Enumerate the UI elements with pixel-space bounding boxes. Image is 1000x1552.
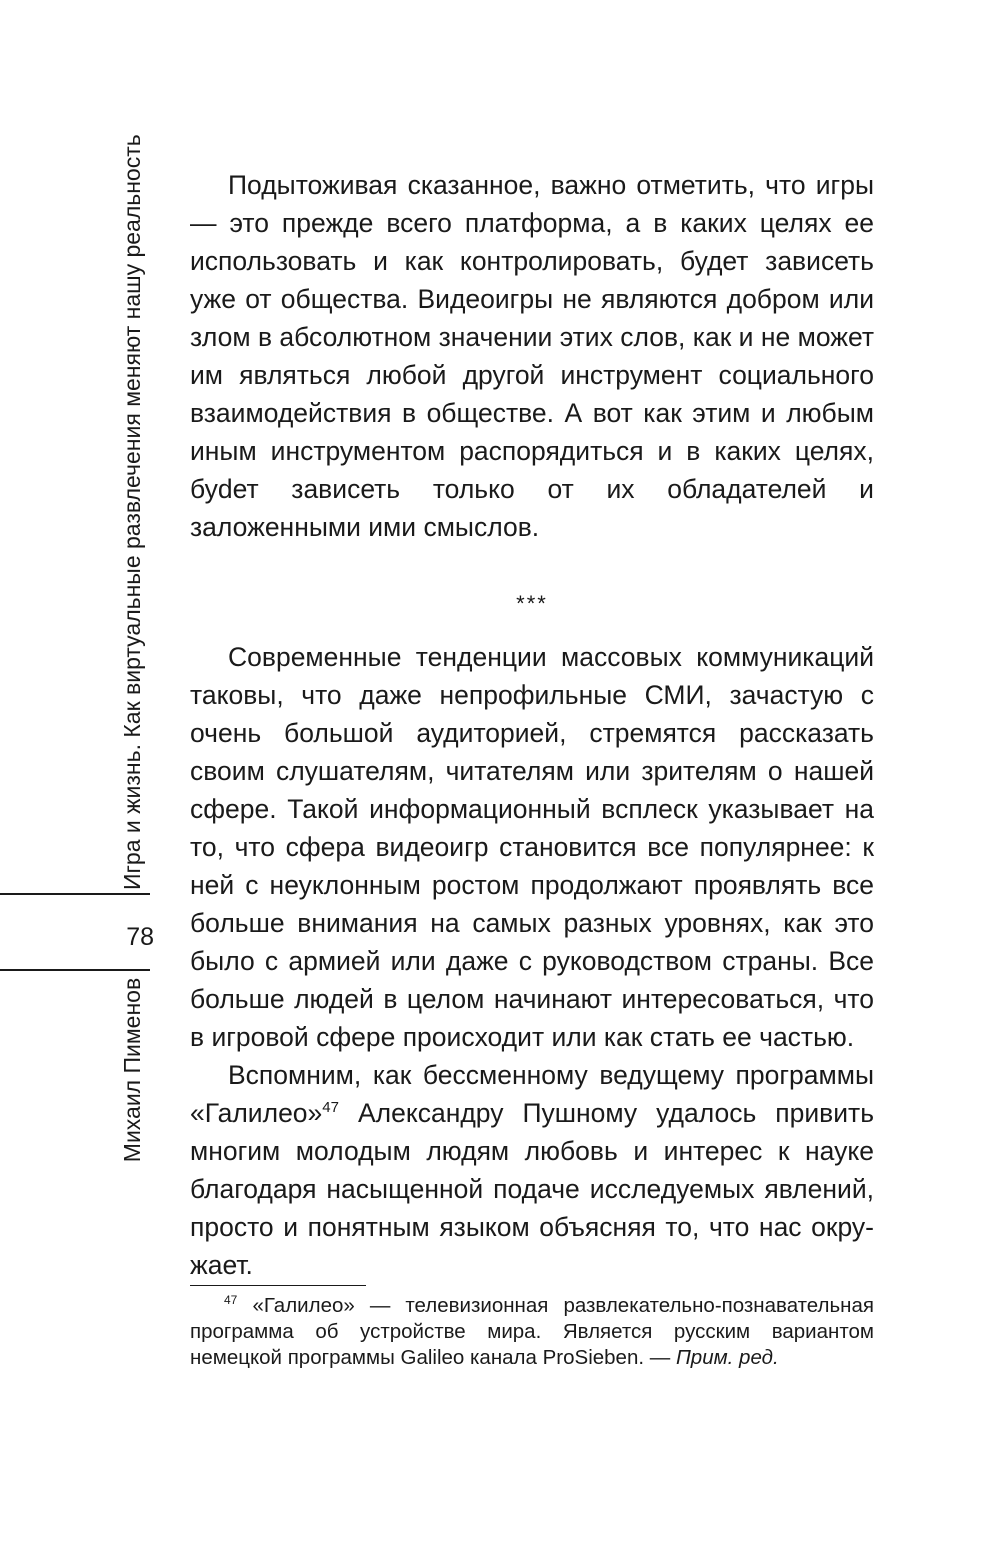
section-separator: *** bbox=[516, 591, 548, 616]
footnote-editor-note: Прим. ред. bbox=[675, 1346, 779, 1369]
paragraph-2: Современные тенденции массовых коммуникаций таковы, что даже непрофильные СМИ, зачастую с очень большой аудиторией, стремятся рассказать своим слушателям, читателям или зрителям о нашей сфере. Такой информационный всплеск указывает на то, что сфера видеоигр становится все популярнее: к ней с неуклонным ростом продолжают проявлять все больше внимания на самых разных уровнях, как это было с армией или даже с руководством страны. Все больше людей в целом начинают интересоваться, что в игровой сфере происходит или как стать ее частью. bbox=[190, 642, 874, 1052]
paragraph-3-end: Александру Пушному удалось привить многим молодым людям любовь и интерес к науке благодаря насыщенной подаче исследуемых явлений, просто и понятным языком объясняя то, что нас окружает. bbox=[190, 1098, 874, 1280]
paragraph-1: Подытоживая сказанное, важно отметить, что игры — это прежде всего платформа, а в каких целях ее использовать и как контролировать, будет зависеть уже от общества. Видеоигры не являются добром или злом в абсолютном значении этих слов, как и не может им являться любой другой инструмент социального взаимодействия в обществе. А вот как этим и любым иным инструментом распорядиться и в каких целях, буdет зависеть только от их обладателей и заложенными ими смыслов. bbox=[190, 170, 874, 542]
footnote-text: «Галилео» — телевизионная развлекательно-познавательная программа об устройстве мира. Является русским вариантом немецкой программы Galileo канала ProSieben. — bbox=[190, 1294, 874, 1369]
running-author: Михаил Пименов bbox=[119, 977, 145, 1163]
running-title: Игра и жизнь. Как виртуальные развлечения меняют нашу реальность bbox=[119, 134, 145, 890]
paragraph-3-start: Вспомним, как бессменному ведущему программы «Галилео» bbox=[190, 1060, 874, 1128]
footnote-rule bbox=[190, 1285, 366, 1286]
header-rule-top bbox=[0, 893, 150, 895]
page-number: 78 bbox=[126, 923, 154, 951]
footnote bbox=[190, 1293, 874, 1371]
paragraph-3 bbox=[190, 1056, 874, 1284]
main-text bbox=[190, 166, 874, 1284]
footnote-number: 47 bbox=[224, 1293, 238, 1308]
footnote-ref: 47 bbox=[322, 1099, 339, 1117]
